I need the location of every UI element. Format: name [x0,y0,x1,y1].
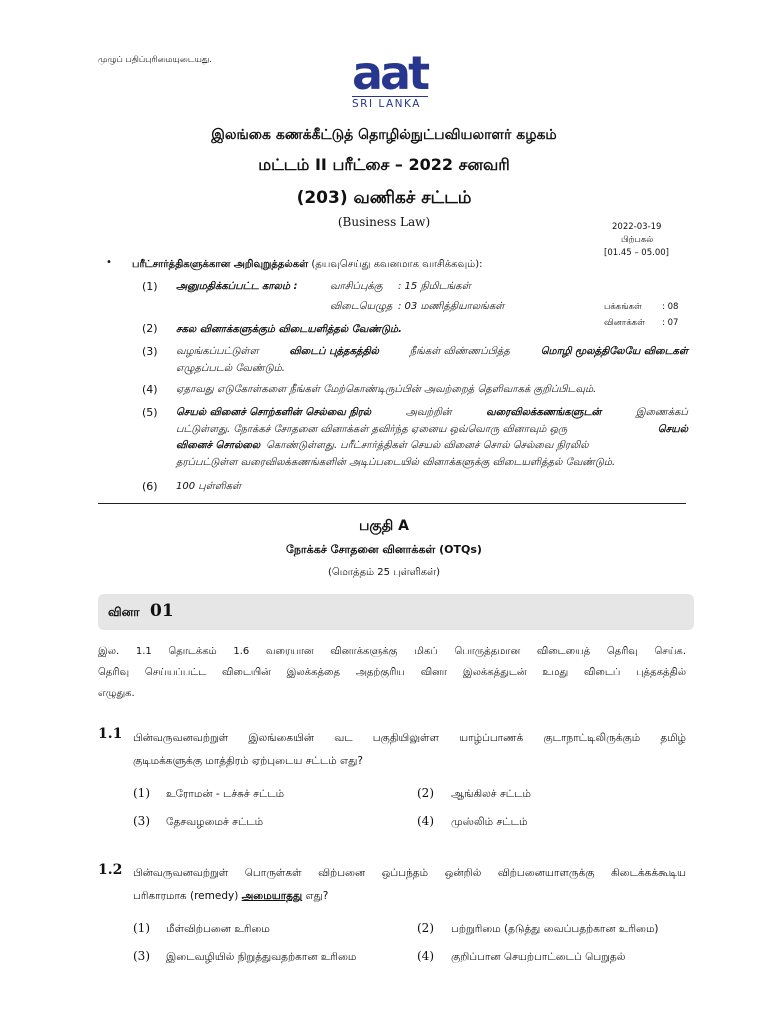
instr3-part1: வழங்கப்பட்டுள்ள [176,346,259,357]
option-text: உரோமன் - டச்சுச் சட்டம் [166,788,285,800]
instruction-text: சகல வினாக்களுக்கும் விடையளித்தல் வேண்டும். [176,324,402,335]
option-text: ஆங்கிலச் சட்டம் [451,788,531,800]
questions-value: : 07 [662,318,679,328]
instruction-text: 100 புள்ளிகள் [176,481,242,492]
exam-time: [01.45 – 05.00] [604,248,669,258]
option-number: (3) [133,814,150,828]
instruction-text [176,344,688,377]
intro-line-2: தெரிவு செய்யப்பட்ட விடையின் இலக்கத்தை அதற்குரிய வினா இலக்கத்துடன் உமது விடைப் புத்தகத்தில் [98,667,686,678]
instruction-text: ஏதாவது எடுகோள்களை நீங்கள் மேற்கொண்டிருப்பின் அவற்றைத் தெளிவாகக் குறிப்பிடவும். [176,384,597,395]
exam-title: மட்டம் II பரீட்சை – 2022 சனவரி [258,155,510,174]
question-number: 01 [150,601,174,621]
option-text: பற்றுரிமை (தடுத்து வைப்பதற்கான உரிமை) [451,923,659,935]
option-number: (1) [133,786,150,800]
question-header-bar [98,594,694,630]
option-text: மீள்விற்பனை உரிமை [166,923,270,935]
instr3-part3: நீங்கள் விண்ணப்பித்த [409,346,510,357]
option-number: (1) [133,921,150,935]
instruction-number: (2) [142,322,158,335]
instructions-heading [132,259,482,271]
intro-line-1: இல. 1.1 தொடக்கம் 1.6 வரையான வினாக்களுக்கு மிகப் பொருத்தமான விடையைத் தெரிவு செய்க. [98,646,686,657]
subquestion-line-1: பின்வருவனவற்றுள் பொருள்கள் விற்பனை ஒப்பந்தம் ஒன்றில் விற்பனையாளருக்கு கிடைக்கக்கூடிய [133,867,686,879]
option-text: தேசவழமைச் சட்டம் [166,816,264,828]
bullet: • [106,257,112,268]
institute-name: இலங்கை கணக்கீட்டுத் தொழில்நுட்பவியலாளர் கழகம் [211,127,557,143]
instruction-number: (4) [142,383,158,396]
aat-logo [352,46,432,110]
instr3-part5: எழுதப்படல் வேண்டும். [176,362,285,374]
pages-value: : 08 [662,302,679,312]
exam-date: 2022-03-19 [612,222,662,232]
instruction-text [176,405,688,471]
writing-time-value: : 03 மணித்தியாலங்கள் [398,301,505,312]
subquestion-line-2: குடிமக்களுக்கு மாத்திரம் ஏற்புடைய சட்டம் எது? [133,755,363,767]
instr5-part4: இணைக்கப் [635,407,688,418]
subquestion-number: 1.2 [98,862,123,878]
instr5-part3: வரைவிலக்கணங்களுடன் [486,407,602,418]
option-number: (4) [417,949,434,963]
subquestion-part-3: எது? [305,890,329,902]
logo-subtext: SRI LANKA [352,96,428,110]
instr3-part4: மொழி மூலத்திலேயே விடைகள் [540,346,688,357]
instr5-part1: செயல் வினைச் சொற்களின் செல்வை நிரல் [176,407,372,418]
questions-label: வினாக்கள் [604,318,645,328]
option-number: (2) [417,921,434,935]
option-text: முஸ்லிம் சட்டம் [451,816,528,828]
instruction-number: (1) [142,280,158,293]
instr5-part7: வினைச் சொல்லை [176,440,261,451]
subquestion-text [133,862,686,908]
subquestion-part-1: பரிகாரமாக (remedy) [133,890,239,902]
copyright-notice: முழுப் பதிப்புரிமையுடையது. [98,55,212,65]
option-number: (4) [417,814,434,828]
intro-line-3: எழுதுக. [98,688,135,699]
subject-english: (Business Law) [337,215,431,229]
section-divider [98,503,686,504]
instr3-part2: விடைப் புத்தகத்தில் [289,346,379,357]
part-subtitle: நோக்கச் சோதனை வினாக்கள் (OTQs) [286,543,482,556]
question-intro [98,641,686,704]
instr5-part8: கொண்டுள்ளது. பரீட்சார்த்திகள் செயல் வினைச் சொல் செல்வை நிரலில் [266,440,589,451]
instr5-part9: தரப்பட்டுள்ள வரைவிலக்கணங்களின் அடிப்படையில் வினாக்களுக்கு விடையளித்தல் வேண்டும். [176,456,616,468]
option-number: (2) [417,786,434,800]
part-title: பகுதி A [359,518,409,534]
reading-time-label: வாசிப்புக்கு [330,281,383,292]
subquestion-line-2 [133,885,686,908]
subject-title: (203) வணிகச் சட்டம் [296,188,472,208]
exam-session: பிற்பகல் [621,235,654,245]
instruction-number: (3) [142,345,158,358]
option-text: குறிப்பான செயற்பாட்டைப் பெறுதல் [451,951,626,963]
instr5-part2: அவற்றின் [405,407,452,418]
option-text: இடைவழியில் நிறுத்துவதற்கான உரிமை [166,951,357,963]
instr5-part6: செயல் [657,423,688,435]
instruction-number: (6) [142,480,158,493]
part-marks: (மொத்தம் 25 புள்ளிகள்) [328,567,440,578]
instr5-part5: பட்டுள்ளது. நோக்கச் சோதனை வினாக்கள் தவிர்ந்த ஏனைய ஒவ்வொரு வினாவும் ஒரு [176,423,568,435]
instructions-heading-text: பரீட்சார்த்திகளுக்கான அறிவுறுத்தல்கள் [132,259,309,270]
subquestion-emphasis: அமையாதது [241,890,303,902]
instruction-number: (5) [142,406,158,419]
instructions-heading-note: (தயவுசெய்து கவனமாக வாசிக்கவும்): [311,259,483,270]
pages-label: பக்கங்கள் [604,302,642,312]
subquestion-line-1: பின்வருவனவற்றுள் இலங்கையின் வட பகுதியிலுள்ள யாழ்ப்பாணக் குடாநாட்டிலிருக்கும் தமிழ் [133,732,686,744]
question-label: வினா [108,605,140,619]
writing-time-label: விடையெழுத [330,301,393,312]
option-number: (3) [133,949,150,963]
instruction-label: அனுமதிக்கப்பட்ட காலம் : [176,281,298,292]
logo-wordmark: aat [352,46,428,100]
subquestion-number: 1.1 [98,726,123,742]
subquestion-text [133,727,686,773]
reading-time-value: : 15 நிமிடங்கள் [398,281,471,292]
